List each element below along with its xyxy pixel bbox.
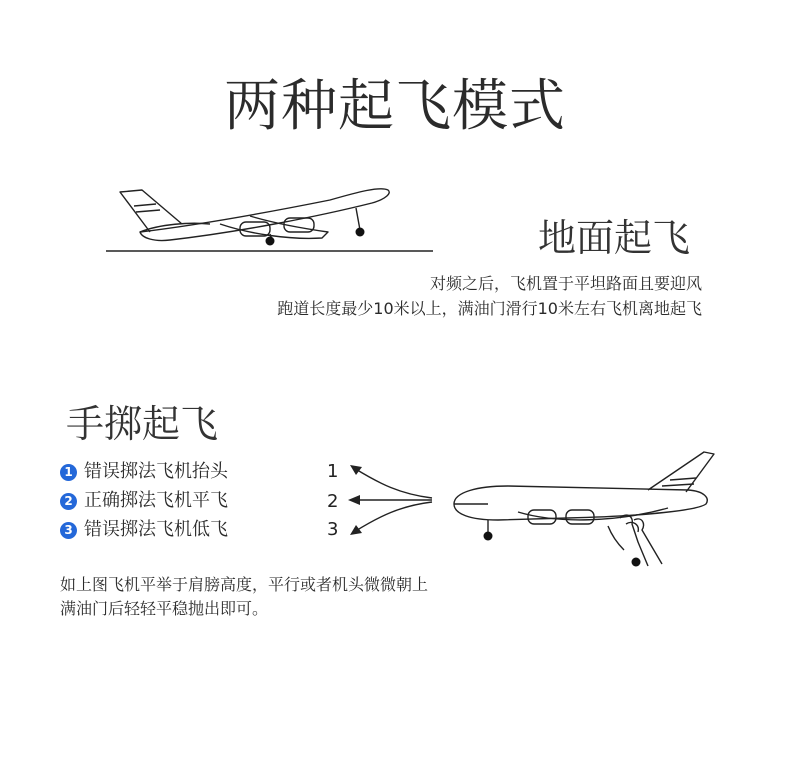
throw-option-item <box>60 517 228 543</box>
number-badge-icon: 3 <box>60 522 77 539</box>
throw-direction-arrows-icon <box>340 458 440 542</box>
hand-throw-heading: 手掷起飞 <box>66 402 219 446</box>
ground-takeoff-airplane-illustration <box>100 178 440 258</box>
number-badge-icon: 2 <box>60 493 77 510</box>
direction-number: 2 <box>327 491 339 512</box>
throw-option-item <box>60 459 228 485</box>
ground-takeoff-description-line: 跑道长度最少10米以上，满油门滑行10米左右飞机离地起飞 <box>277 299 702 318</box>
direction-number: 3 <box>327 519 339 540</box>
hand-throw-note-line: 满油门后轻轻平稳抛出即可。 <box>60 599 269 618</box>
throw-option-label: 错误掷法飞机低飞 <box>84 519 228 540</box>
page-title: 两种起飞模式 <box>224 74 566 139</box>
throw-option-label: 正确掷法飞机平飞 <box>84 490 228 511</box>
hand-throw-airplane-illustration <box>448 446 728 576</box>
number-badge-icon: 1 <box>60 464 77 481</box>
direction-number: 1 <box>327 461 339 482</box>
throw-option-label: 错误掷法飞机抬头 <box>84 461 228 482</box>
throw-option-item <box>60 488 228 514</box>
hand-throw-note-line: 如上图飞机平举于肩膀高度，平行或者机头微微朝上 <box>60 575 429 594</box>
ground-takeoff-heading: 地面起飞 <box>538 216 691 260</box>
ground-takeoff-description-line: 对频之后，飞机置于平坦路面且要迎风 <box>429 274 702 293</box>
